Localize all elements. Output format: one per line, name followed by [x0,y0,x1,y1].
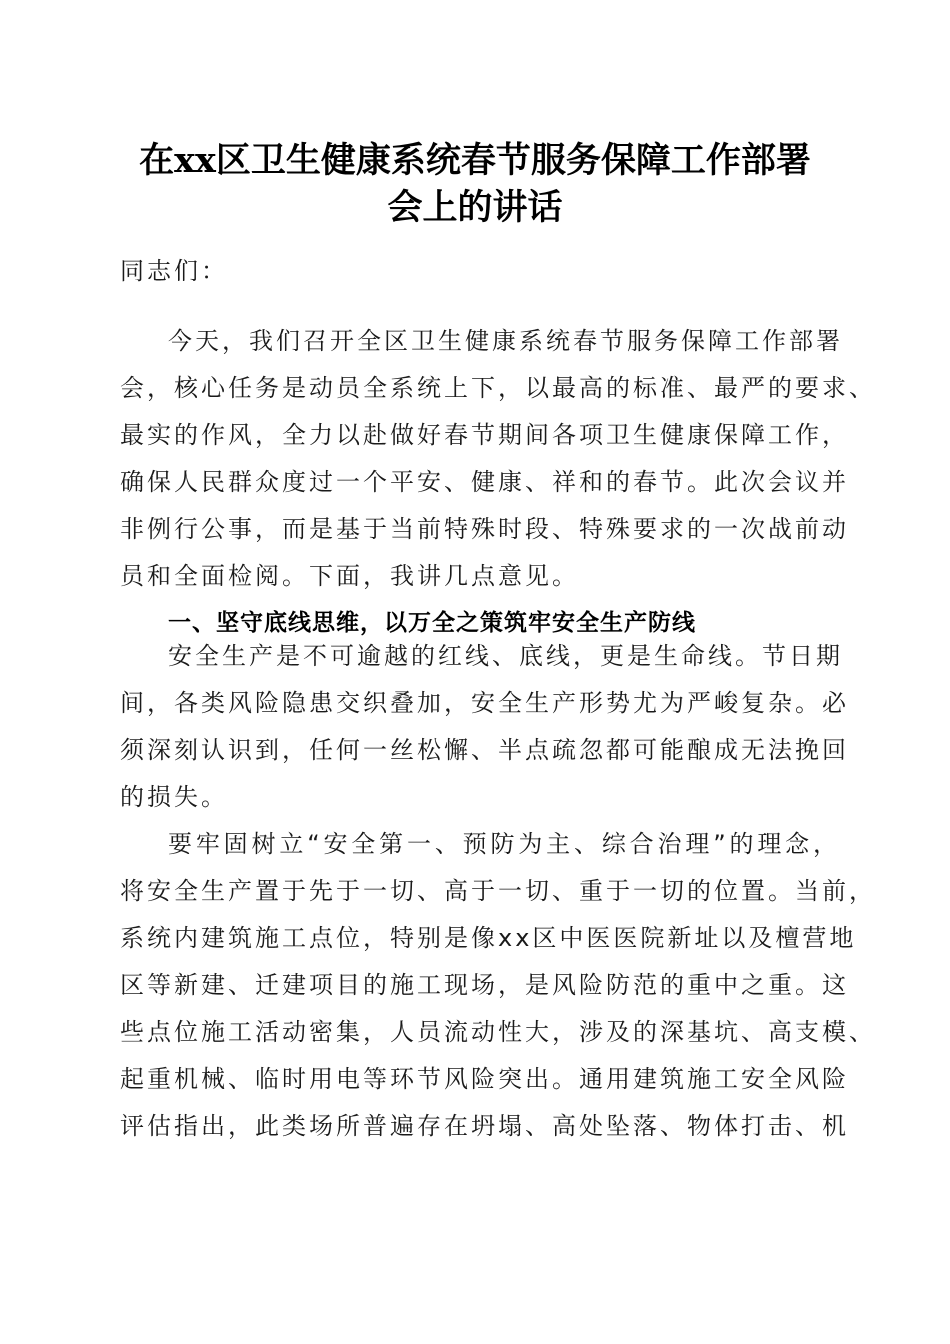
paragraph-1-line-5: 非例行公事，而是基于当前特殊时段、特殊要求的一次战前动 [120,515,849,543]
paragraph-2-line-2: 间，各类风险隐患交织叠加，安全生产形势尤为严峻复杂。必 [120,689,849,717]
paragraph-1-line-2: 会，核心任务是动员全系统上下，以最高的标准、最严的要求、 [120,374,876,402]
paragraph-3-line-6: 起重机械、临时用电等环节风险突出。通用建筑施工安全风险 [120,1065,849,1093]
section-heading-1: 一、坚守底线思维，以万全之策筑牢安全生产防线 [168,610,696,636]
paragraph-3-line-2: 将安全生产置于先于一切、高于一切、重于一切的位置。当前， [120,877,876,905]
paragraph-1-line-1: 今天，我们召开全区卫生健康系统春节服务保障工作部署 [168,327,843,355]
paragraph-3-line-4: 区等新建、迁建项目的施工现场，是风险防范的重中之重。这 [120,971,849,999]
paragraph-2-line-4: 的损失。 [120,783,228,811]
paragraph-2-line-3: 须深刻认识到，任何一丝松懈、半点疏忽都可能酿成无法挽回 [120,736,849,764]
paragraph-3-line-3: 系统内建筑施工点位，特别是像xx区中医医院新址以及檀营地 [120,924,857,952]
paragraph-1-line-4: 确保人民群众度过一个平安、健康、祥和的春节。此次会议并 [120,468,849,496]
salutation: 同志们： [120,257,228,285]
document-title-line-1: 在xx区卫生健康系统春节服务保障工作部署 [139,140,811,181]
paragraph-1-line-3: 最实的作风，全力以赴做好春节期间各项卫生健康保障工作， [120,421,849,449]
paragraph-3-line-1: 要牢固树立“安全第一、预防为主、综合治理”的理念， [168,830,840,858]
paragraph-3-line-7: 评估指出，此类场所普遍存在坍塌、高处坠落、物体打击、机 [120,1112,849,1140]
paragraph-3-line-5: 些点位施工活动密集，人员流动性大，涉及的深基坑、高支模、 [120,1018,876,1046]
document-title-line-2: 会上的讲话 [387,187,563,228]
paragraph-1-line-6: 员和全面检阅。下面，我讲几点意见。 [120,562,579,590]
paragraph-2-line-1: 安全生产是不可逾越的红线、底线，更是生命线。节日期 [168,642,843,670]
